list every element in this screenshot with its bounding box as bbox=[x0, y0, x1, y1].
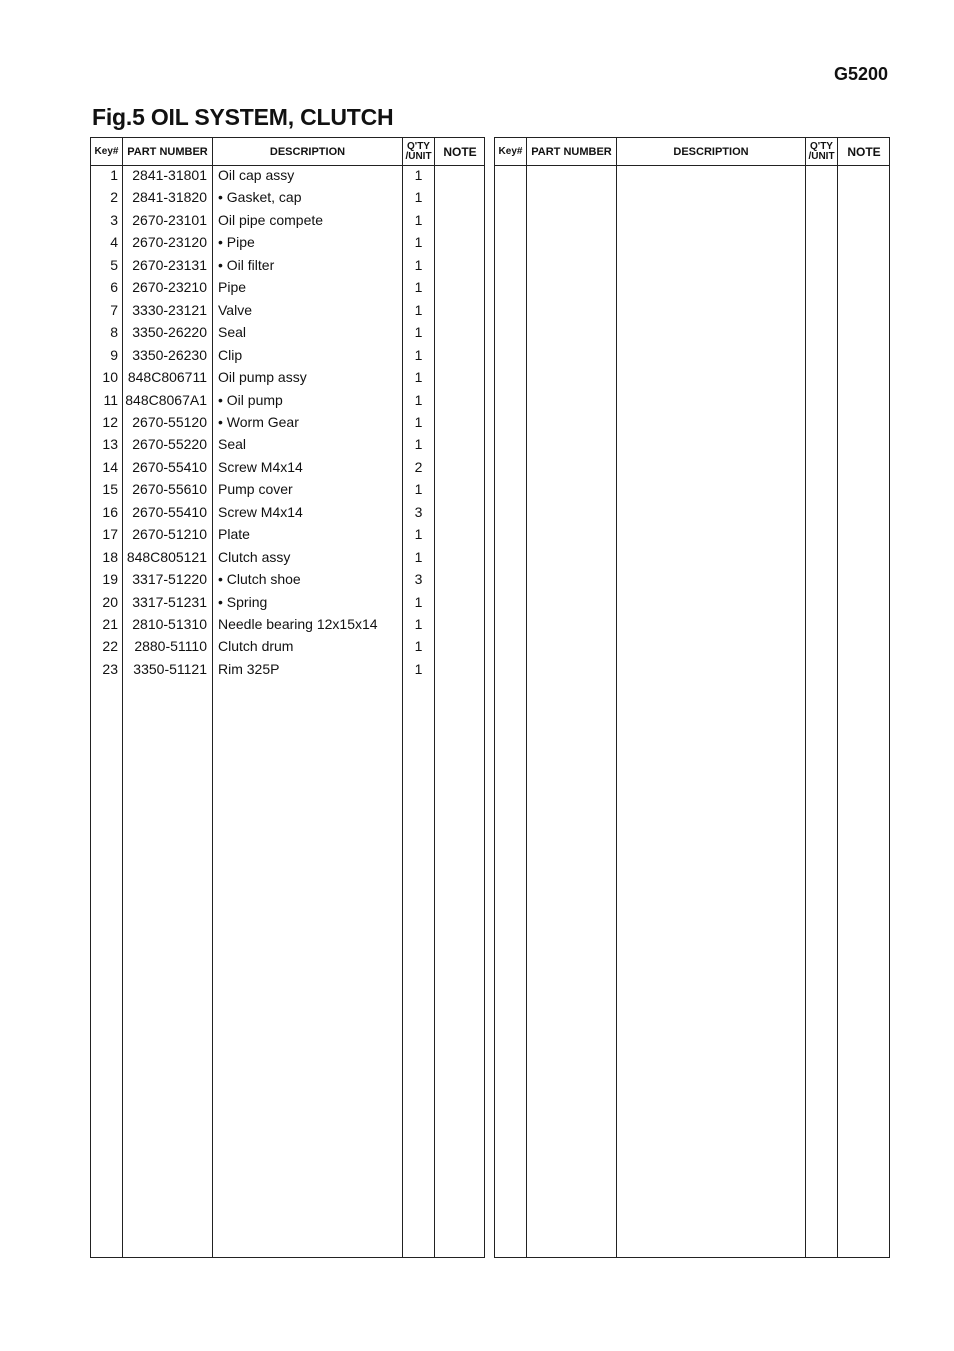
qty-cell: 1 bbox=[414, 279, 423, 296]
note-cell bbox=[439, 613, 485, 635]
part-number-cell: 3350-26220 bbox=[132, 324, 207, 341]
header-qty bbox=[806, 138, 837, 165]
qty-cell: 1 bbox=[414, 391, 423, 408]
description-cell: Rim 325P bbox=[218, 660, 280, 677]
part-number-cell: 2670-23131 bbox=[132, 256, 207, 273]
key-cell: 12 bbox=[102, 413, 118, 430]
part-number-cell: 2670-51210 bbox=[132, 526, 207, 543]
note-cell bbox=[439, 478, 485, 500]
key-cell: 20 bbox=[102, 593, 118, 610]
note-cell bbox=[439, 456, 485, 478]
key-cell: 5 bbox=[110, 256, 118, 273]
key-cell: 7 bbox=[110, 301, 118, 318]
page-title: Fig.5 OIL SYSTEM, CLUTCH bbox=[92, 104, 394, 130]
note-cell bbox=[439, 658, 485, 680]
key-cell: 21 bbox=[102, 616, 118, 632]
key-cell: 9 bbox=[110, 346, 118, 363]
description-cell: Seal bbox=[218, 436, 247, 453]
header-note: NOTE bbox=[443, 144, 477, 159]
column-divider bbox=[616, 138, 617, 1257]
table-row bbox=[91, 433, 484, 455]
note-cell bbox=[439, 254, 485, 276]
description-cell: Pipe bbox=[218, 279, 247, 296]
qty-cell: 3 bbox=[414, 571, 423, 588]
description-cell: • Clutch shoe bbox=[218, 571, 301, 588]
description-cell: • Gasket, cap bbox=[218, 189, 302, 206]
key-cell: 14 bbox=[102, 458, 118, 475]
table-row bbox=[91, 501, 484, 523]
description-cell: Clutch drum bbox=[218, 638, 294, 655]
part-number-cell: 2670-55410 bbox=[132, 503, 207, 520]
description-cell: Screw M4x14 bbox=[218, 458, 303, 475]
part-number-cell: 2670-23120 bbox=[132, 234, 207, 251]
note-cell bbox=[439, 299, 485, 321]
column-divider bbox=[526, 138, 527, 1257]
part-number-cell: 3350-51121 bbox=[133, 660, 207, 677]
note-cell bbox=[439, 501, 485, 523]
note-cell bbox=[439, 523, 485, 545]
description-cell: Clutch assy bbox=[218, 548, 291, 565]
qty-cell: 1 bbox=[414, 481, 423, 498]
key-cell: 10 bbox=[102, 369, 118, 386]
qty-cell: 1 bbox=[414, 638, 423, 655]
table-row bbox=[91, 635, 484, 657]
key-cell: 6 bbox=[110, 279, 118, 296]
note-cell bbox=[439, 209, 485, 231]
part-number-cell: 2670-55610 bbox=[132, 481, 207, 498]
part-number-cell: 2810-51310 bbox=[132, 616, 207, 632]
header-description: DESCRIPTION bbox=[673, 145, 749, 158]
table-row bbox=[91, 276, 484, 298]
key-cell: 15 bbox=[102, 481, 118, 498]
description-cell: Clip bbox=[218, 346, 243, 363]
part-number-cell: 3317-51220 bbox=[132, 571, 207, 588]
description-cell: Seal bbox=[218, 324, 247, 341]
note-cell bbox=[439, 635, 485, 657]
table-row bbox=[91, 254, 484, 276]
table-row bbox=[91, 389, 484, 411]
qty-cell: 1 bbox=[414, 413, 423, 430]
note-cell bbox=[439, 568, 485, 590]
part-number-cell: 848C8067A1 bbox=[125, 391, 207, 408]
qty-cell: 1 bbox=[414, 548, 423, 565]
qty-cell: 1 bbox=[414, 211, 423, 228]
note-cell bbox=[439, 433, 485, 455]
description-cell: Oil pump assy bbox=[218, 369, 307, 386]
note-cell bbox=[439, 231, 485, 253]
description-cell: • Worm Gear bbox=[218, 413, 299, 430]
note-cell bbox=[439, 389, 485, 411]
part-number-cell: 3330-23121 bbox=[132, 301, 207, 318]
note-cell bbox=[439, 164, 485, 186]
qty-cell: 2 bbox=[414, 458, 423, 475]
key-cell: 19 bbox=[102, 571, 118, 588]
table-row bbox=[91, 231, 484, 253]
note-cell bbox=[439, 276, 485, 298]
table-row bbox=[91, 209, 484, 231]
key-cell: 8 bbox=[110, 324, 118, 341]
part-number-cell: 2880-51110 bbox=[134, 638, 207, 655]
description-cell: Plate bbox=[218, 526, 250, 543]
key-cell: 11 bbox=[103, 391, 118, 408]
note-cell bbox=[439, 344, 485, 366]
part-number-cell: 2841-31820 bbox=[132, 189, 207, 206]
note-cell bbox=[439, 591, 485, 613]
note-cell bbox=[439, 321, 485, 343]
table-header bbox=[495, 138, 889, 166]
table-row bbox=[91, 186, 484, 208]
table-row bbox=[91, 546, 484, 568]
table-row bbox=[91, 164, 484, 186]
part-number-cell: 3317-51231 bbox=[132, 593, 207, 610]
part-number-cell: 2670-55120 bbox=[132, 413, 207, 430]
description-cell: Pump cover bbox=[218, 481, 293, 498]
qty-cell: 1 bbox=[414, 234, 423, 251]
qty-cell: 1 bbox=[414, 526, 423, 543]
header-qty bbox=[403, 138, 434, 165]
table-row bbox=[91, 478, 484, 500]
part-number-cell: 2670-23101 bbox=[132, 211, 207, 228]
header-qty-line1: Q'TY bbox=[810, 140, 833, 152]
part-number-cell: 848C805121 bbox=[126, 548, 207, 565]
description-cell: Needle bearing 12x15x14 bbox=[218, 616, 378, 632]
key-cell: 16 bbox=[102, 503, 118, 520]
description-cell: • Pipe bbox=[218, 234, 255, 251]
note-cell bbox=[439, 366, 485, 388]
qty-cell: 1 bbox=[414, 660, 423, 677]
qty-cell: 1 bbox=[414, 324, 423, 341]
header-qty-line2: /UNIT bbox=[808, 150, 835, 162]
qty-cell: 1 bbox=[414, 593, 423, 610]
key-cell: 1 bbox=[110, 167, 118, 183]
key-cell: 23 bbox=[102, 660, 118, 677]
table-row bbox=[91, 568, 484, 590]
key-cell: 17 bbox=[102, 526, 118, 543]
table-row bbox=[91, 613, 484, 635]
column-divider bbox=[837, 138, 838, 1257]
table-row bbox=[91, 523, 484, 545]
description-cell: • Spring bbox=[218, 593, 268, 610]
description-cell: • Oil pump bbox=[218, 391, 283, 408]
key-cell: 2 bbox=[110, 189, 118, 206]
qty-cell: 1 bbox=[414, 369, 423, 386]
table-row bbox=[91, 456, 484, 478]
qty-cell: 1 bbox=[414, 436, 423, 453]
description-cell: Oil pipe compete bbox=[218, 211, 324, 228]
table-row bbox=[91, 658, 484, 680]
part-number-cell: 2670-55410 bbox=[132, 458, 207, 475]
parts-table-right bbox=[494, 137, 890, 1258]
key-cell: 22 bbox=[102, 638, 118, 655]
qty-cell: 1 bbox=[414, 616, 423, 632]
header-qty-line2: /UNIT bbox=[405, 150, 432, 162]
description-cell: Screw M4x14 bbox=[218, 503, 303, 520]
header-key: Key# bbox=[498, 145, 523, 157]
note-cell bbox=[439, 186, 485, 208]
key-cell: 4 bbox=[110, 234, 118, 251]
table-header bbox=[91, 138, 484, 166]
part-number-cell: 3350-26230 bbox=[132, 346, 207, 363]
table-row bbox=[91, 321, 484, 343]
description-cell: Valve bbox=[218, 301, 252, 318]
qty-cell: 1 bbox=[414, 256, 423, 273]
table-row bbox=[91, 411, 484, 433]
qty-cell: 1 bbox=[414, 167, 423, 183]
header-part-number: PART NUMBER bbox=[531, 145, 612, 158]
part-number-cell: 2670-23210 bbox=[132, 279, 207, 296]
header-qty-line1: Q'TY bbox=[407, 140, 430, 152]
table-row bbox=[91, 366, 484, 388]
part-number-cell: 2670-55220 bbox=[132, 436, 207, 453]
key-cell: 3 bbox=[110, 211, 118, 228]
header-part-number: PART NUMBER bbox=[127, 145, 208, 158]
table-row bbox=[91, 344, 484, 366]
key-cell: 18 bbox=[102, 548, 118, 565]
header-description: DESCRIPTION bbox=[269, 145, 346, 158]
key-cell: 13 bbox=[102, 436, 118, 453]
description-cell: • Oil filter bbox=[218, 256, 275, 273]
part-number-cell: 2841-31801 bbox=[132, 167, 207, 183]
part-number-cell: 848C806711 bbox=[127, 369, 207, 386]
qty-cell: 1 bbox=[414, 189, 423, 206]
table-row bbox=[91, 299, 484, 321]
description-cell: Oil cap assy bbox=[218, 167, 295, 183]
qty-cell: 3 bbox=[414, 503, 423, 520]
qty-cell: 1 bbox=[414, 346, 423, 363]
model-number: G5200 bbox=[833, 64, 888, 84]
column-divider bbox=[805, 138, 806, 1257]
header-key: Key# bbox=[94, 145, 119, 157]
note-cell bbox=[439, 546, 485, 568]
note-cell bbox=[439, 411, 485, 433]
parts-table-left bbox=[90, 137, 485, 1258]
table-row bbox=[91, 591, 484, 613]
qty-cell: 1 bbox=[414, 301, 423, 318]
header-note: NOTE bbox=[847, 144, 881, 159]
